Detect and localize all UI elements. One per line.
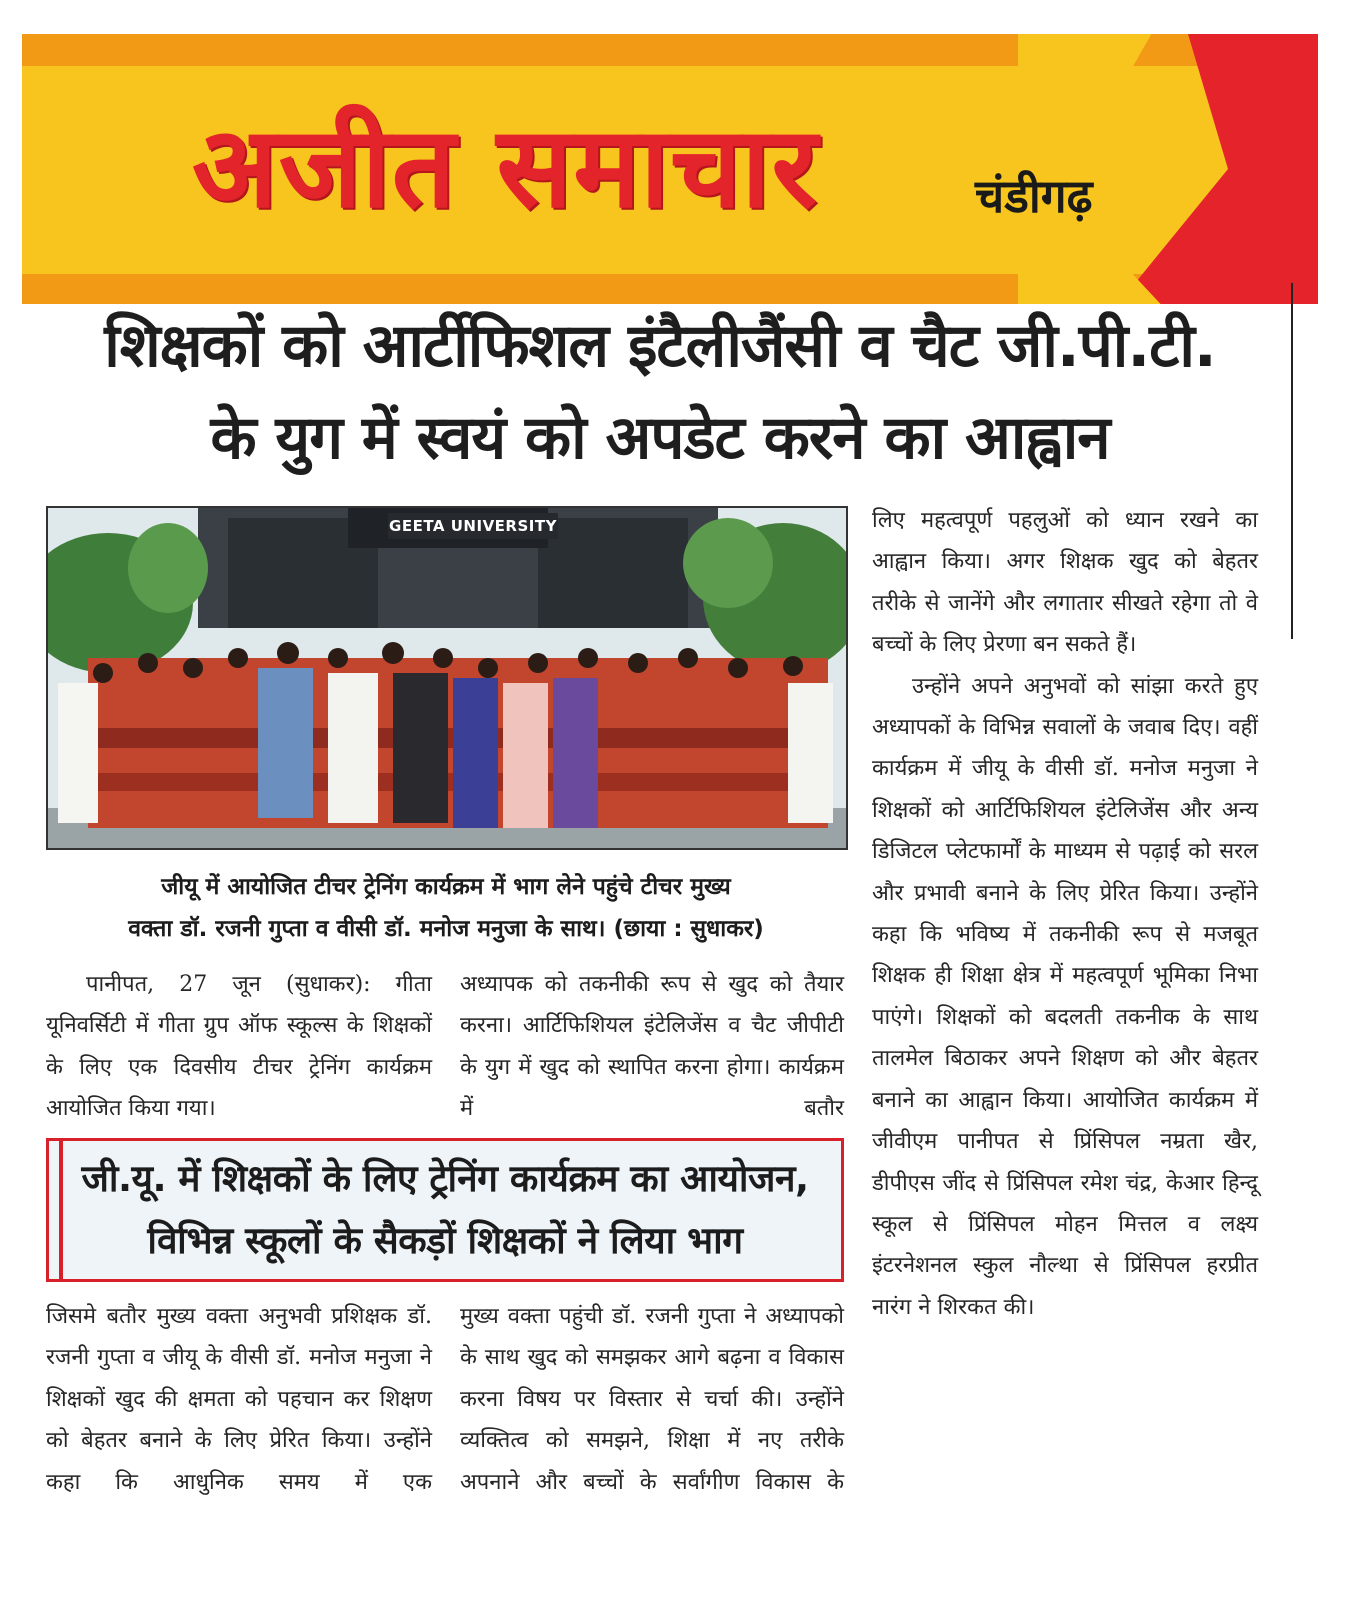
group-photo-illustration xyxy=(48,508,846,848)
subheadline-line-1: जी.यू. में शिक्षकों के लिए ट्रेनिंग कार्यक्रम का आयोजन, xyxy=(81,1157,809,1200)
newspaper-logo: अजीत समाचार xyxy=(192,103,819,233)
paragraph: मुख्य वक्ता पहुंची डॉ. रजनी गुप्ता ने अध्यापको के साथ खुद को समझकर आगे बढ़ना व विकास करना विषय पर विस्तार से चर्चा की। उन्होंने व्यक्तित्व को समझने, शिक्षा में नए तरीके अपनाने और बच्चों के सर्वांगीण विकास के xyxy=(460,1304,844,1495)
caption-line-1: जीयू में आयोजित टीचर ट्रेनिंग कार्यक्रम में भाग लेने पहुंचे टीचर मुख्य xyxy=(161,874,731,900)
caption-line-2: वक्ता डॉ. रजनी गुप्ता व वीसी डॉ. मनोज मनुजा के साथ। (छाया : सुधाकर) xyxy=(128,916,764,942)
paragraph: उन्होंने अपने अनुभवों को सांझा करते हुए अध्यापकों के विभिन्न सवालों के जवाब दिए। वहीं कार्यक्रम में जीयू के वीसी डॉ. मनोज मनुजा ने शिक्षकों को आर्टिफिशियल इंटेलिजेंस और अन्य डिजिटल प्लेटफार्मों के माध्यम से पढ़ाई को सरल और प्रभावी बनाने के लिए प्रेरित किया। उन्होंने कहा कि भविष्य में तकनीकी रूप से मजबूत शिक्षक ही शिक्षा क्षेत्र में महत्वपूर्ण भूमिका निभा पाएंगे। शिक्षकों को बदलती तकनीक के साथ तालमेल बिठाकर अपने शिक्षण को और बेहतर बनाने का आह्वान किया। आयोजित कार्यक्रम में जीवीएम पानीपत से प्रिंसिपल नम्रता खैर, डीपीएस जींद से प्रिंसिपल रमेश चंद्र, केआर हिन्दू स्कूल से प्रिंसिपल मोहन मित्तल व लक्ष्य इंटरनेशनल स्कुल नौल्था से प्रिंसिपल हरप्रीत नारंग ने शिरकत की। xyxy=(872,673,1258,1320)
masthead-banner xyxy=(22,34,1318,304)
group-photo xyxy=(46,506,848,850)
paragraph: लिए महत्वपूर्ण पहलुओं को ध्यान रखने का आह्वान किया। अगर शिक्षक खुद को बेहतर तरीके से जानेंगे और लगातार सीखते रहेगा तो वे बच्चों के लिए प्रेरणा बन सकते हैं। xyxy=(872,508,1258,658)
subheadline-line-2: विभिन्न स्कूलों के सैकड़ों शिक्षकों ने लिया भाग xyxy=(147,1219,743,1262)
body-column-3 xyxy=(872,500,1258,1328)
article-headline xyxy=(40,300,1280,484)
body-column-2-bottom xyxy=(460,1296,844,1503)
body-column-1-bottom xyxy=(46,1296,432,1503)
photo-caption xyxy=(46,866,846,950)
paragraph: पानीपत, 27 जून (सुधाकर): गीता यूनिवर्सिटी में गीता ग्रुप ऑफ स्कूल्स के शिक्षकों के लिए एक दिवसीय टीचर ट्रेनिंग कार्यक्रम आयोजित किया गया। xyxy=(46,972,432,1122)
masthead-red-wedge xyxy=(1118,34,1318,304)
edition-label: चंडीगढ़ xyxy=(975,169,1093,223)
university-sign: GEETA UNIVERSITY xyxy=(388,513,558,539)
subheadline xyxy=(46,1148,844,1272)
headline-line-1: शिक्षकों को आर्टीफिशल इंटैलीजैंसी व चैट जी.पी.टी. xyxy=(104,311,1216,381)
headline-line-2: के युग में स्वयं को अपडेट करने का आह्वान xyxy=(210,403,1110,473)
body-column-1-top xyxy=(46,964,432,1130)
paragraph: जिसमे बतौर मुख्य वक्ता अनुभवी प्रशिक्षक डॉ. रजनी गुप्ता व जीयू के वीसी डॉ. मनोज मनुजा ने शिक्षकों खुद की क्षमता को पहचान कर शिक्षण को बेहतर बनाने के लिए प्रेरित किया। उन्होंने कहा कि आधुनिक समय में एक xyxy=(46,1304,432,1495)
body-column-2-top xyxy=(460,964,844,1130)
right-margin-rule xyxy=(1291,283,1293,639)
paragraph: अध्यापक को तकनीकी रूप से खुद को तैयार करना। आर्टिफिशियल इंटेलिजेंस व चैट जीपीटी के युग में खुद को स्थापित करना होगा। कार्यक्रम में बतौर xyxy=(460,972,844,1122)
